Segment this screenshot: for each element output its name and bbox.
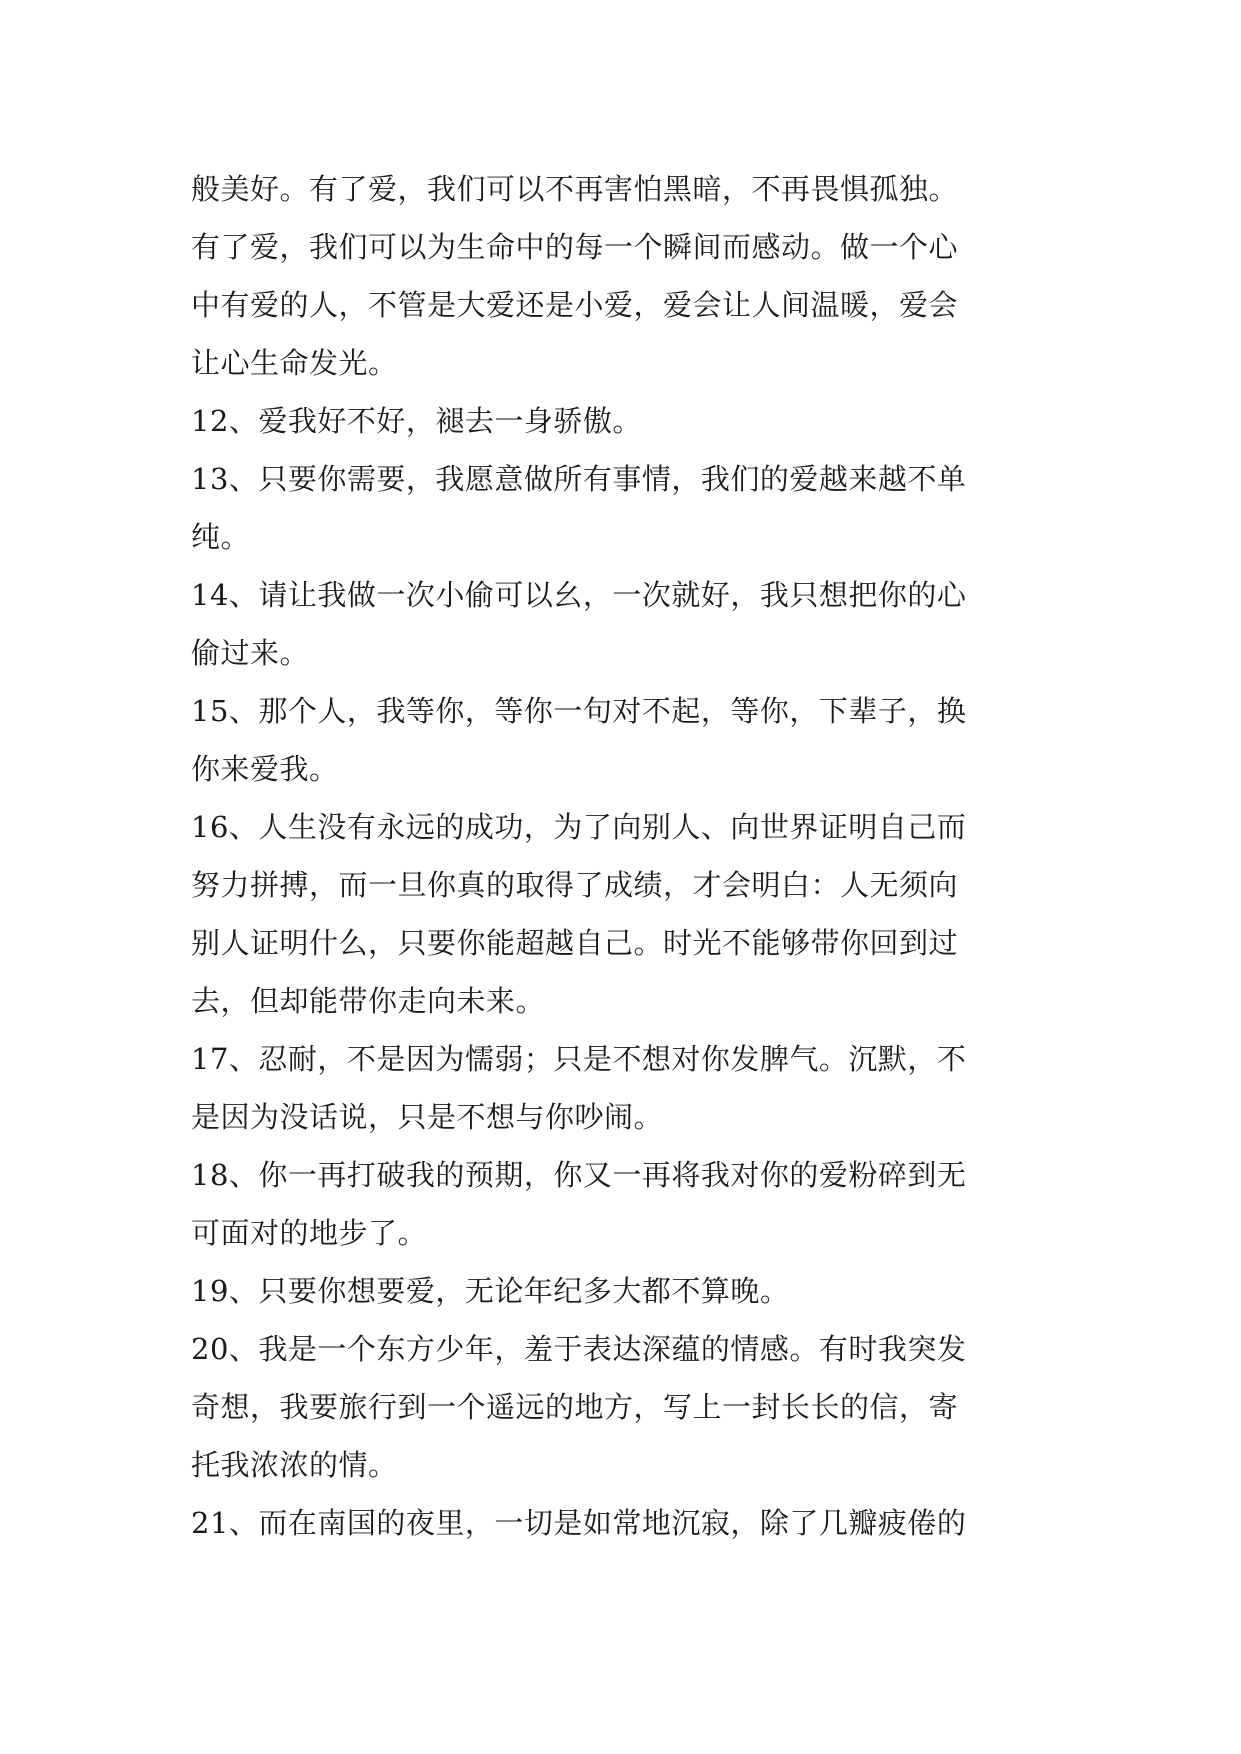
text-line: 15、那个人，我等你，等你一句对不起，等你，下辈子，换 [191,694,967,728]
text-line: 纯。 [191,520,251,554]
text-line: 是因为没话说，只是不想与你吵闹。 [191,1100,664,1134]
text-line: 可面对的地步了。 [191,1216,428,1250]
text-line: 18、你一再打破我的预期，你又一再将我对你的爱粉碎到无 [191,1158,967,1192]
text-line: 努力拼搏，而一旦你真的取得了成绩，才会明白：人无须向 [191,868,959,902]
text-line: 般美好。有了爱，我们可以不再害怕黑暗，不再畏惧孤独。 [191,172,959,206]
body-text [191,160,1051,1552]
text-line: 偷过来。 [191,636,310,670]
text-line: 14、请让我做一次小偷可以幺，一次就好，我只想把你的心 [191,578,967,612]
text-line: 让心生命发光。 [191,346,398,380]
text-line: 去，但却能带你走向未来。 [191,984,546,1018]
text-line: 17、忍耐，不是因为懦弱；只是不想对你发脾气。沉默，不 [191,1042,967,1076]
text-line: 你来爱我。 [191,752,339,786]
text-line: 中有爱的人，不管是大爱还是小爱，爱会让人间温暖，爱会 [191,288,959,322]
text-line: 13、只要你需要，我愿意做所有事情，我们的爱越来越不单 [191,462,967,496]
text-line: 12、爱我好不好，褪去一身骄傲。 [191,404,642,438]
text-line: 托我浓浓的情。 [191,1448,398,1482]
text-line: 20、我是一个东方少年，羞于表达深蕴的情感。有时我突发 [191,1332,967,1366]
text-line: 有了爱，我们可以为生命中的每一个瞬间而感动。做一个心 [191,230,959,264]
text-line: 21、而在南国的夜里，一切是如常地沉寂，除了几瓣疲倦的 [191,1506,967,1540]
text-line: 奇想，我要旅行到一个遥远的地方，写上一封长长的信，寄 [191,1390,959,1424]
text-line: 16、人生没有永远的成功，为了向别人、向世界证明自己而 [191,810,967,844]
text-line: 别人证明什么，只要你能超越自己。时光不能够带你回到过 [191,926,959,960]
text-line: 19、只要你想要爱，无论年纪多大都不算晚。 [191,1274,790,1308]
